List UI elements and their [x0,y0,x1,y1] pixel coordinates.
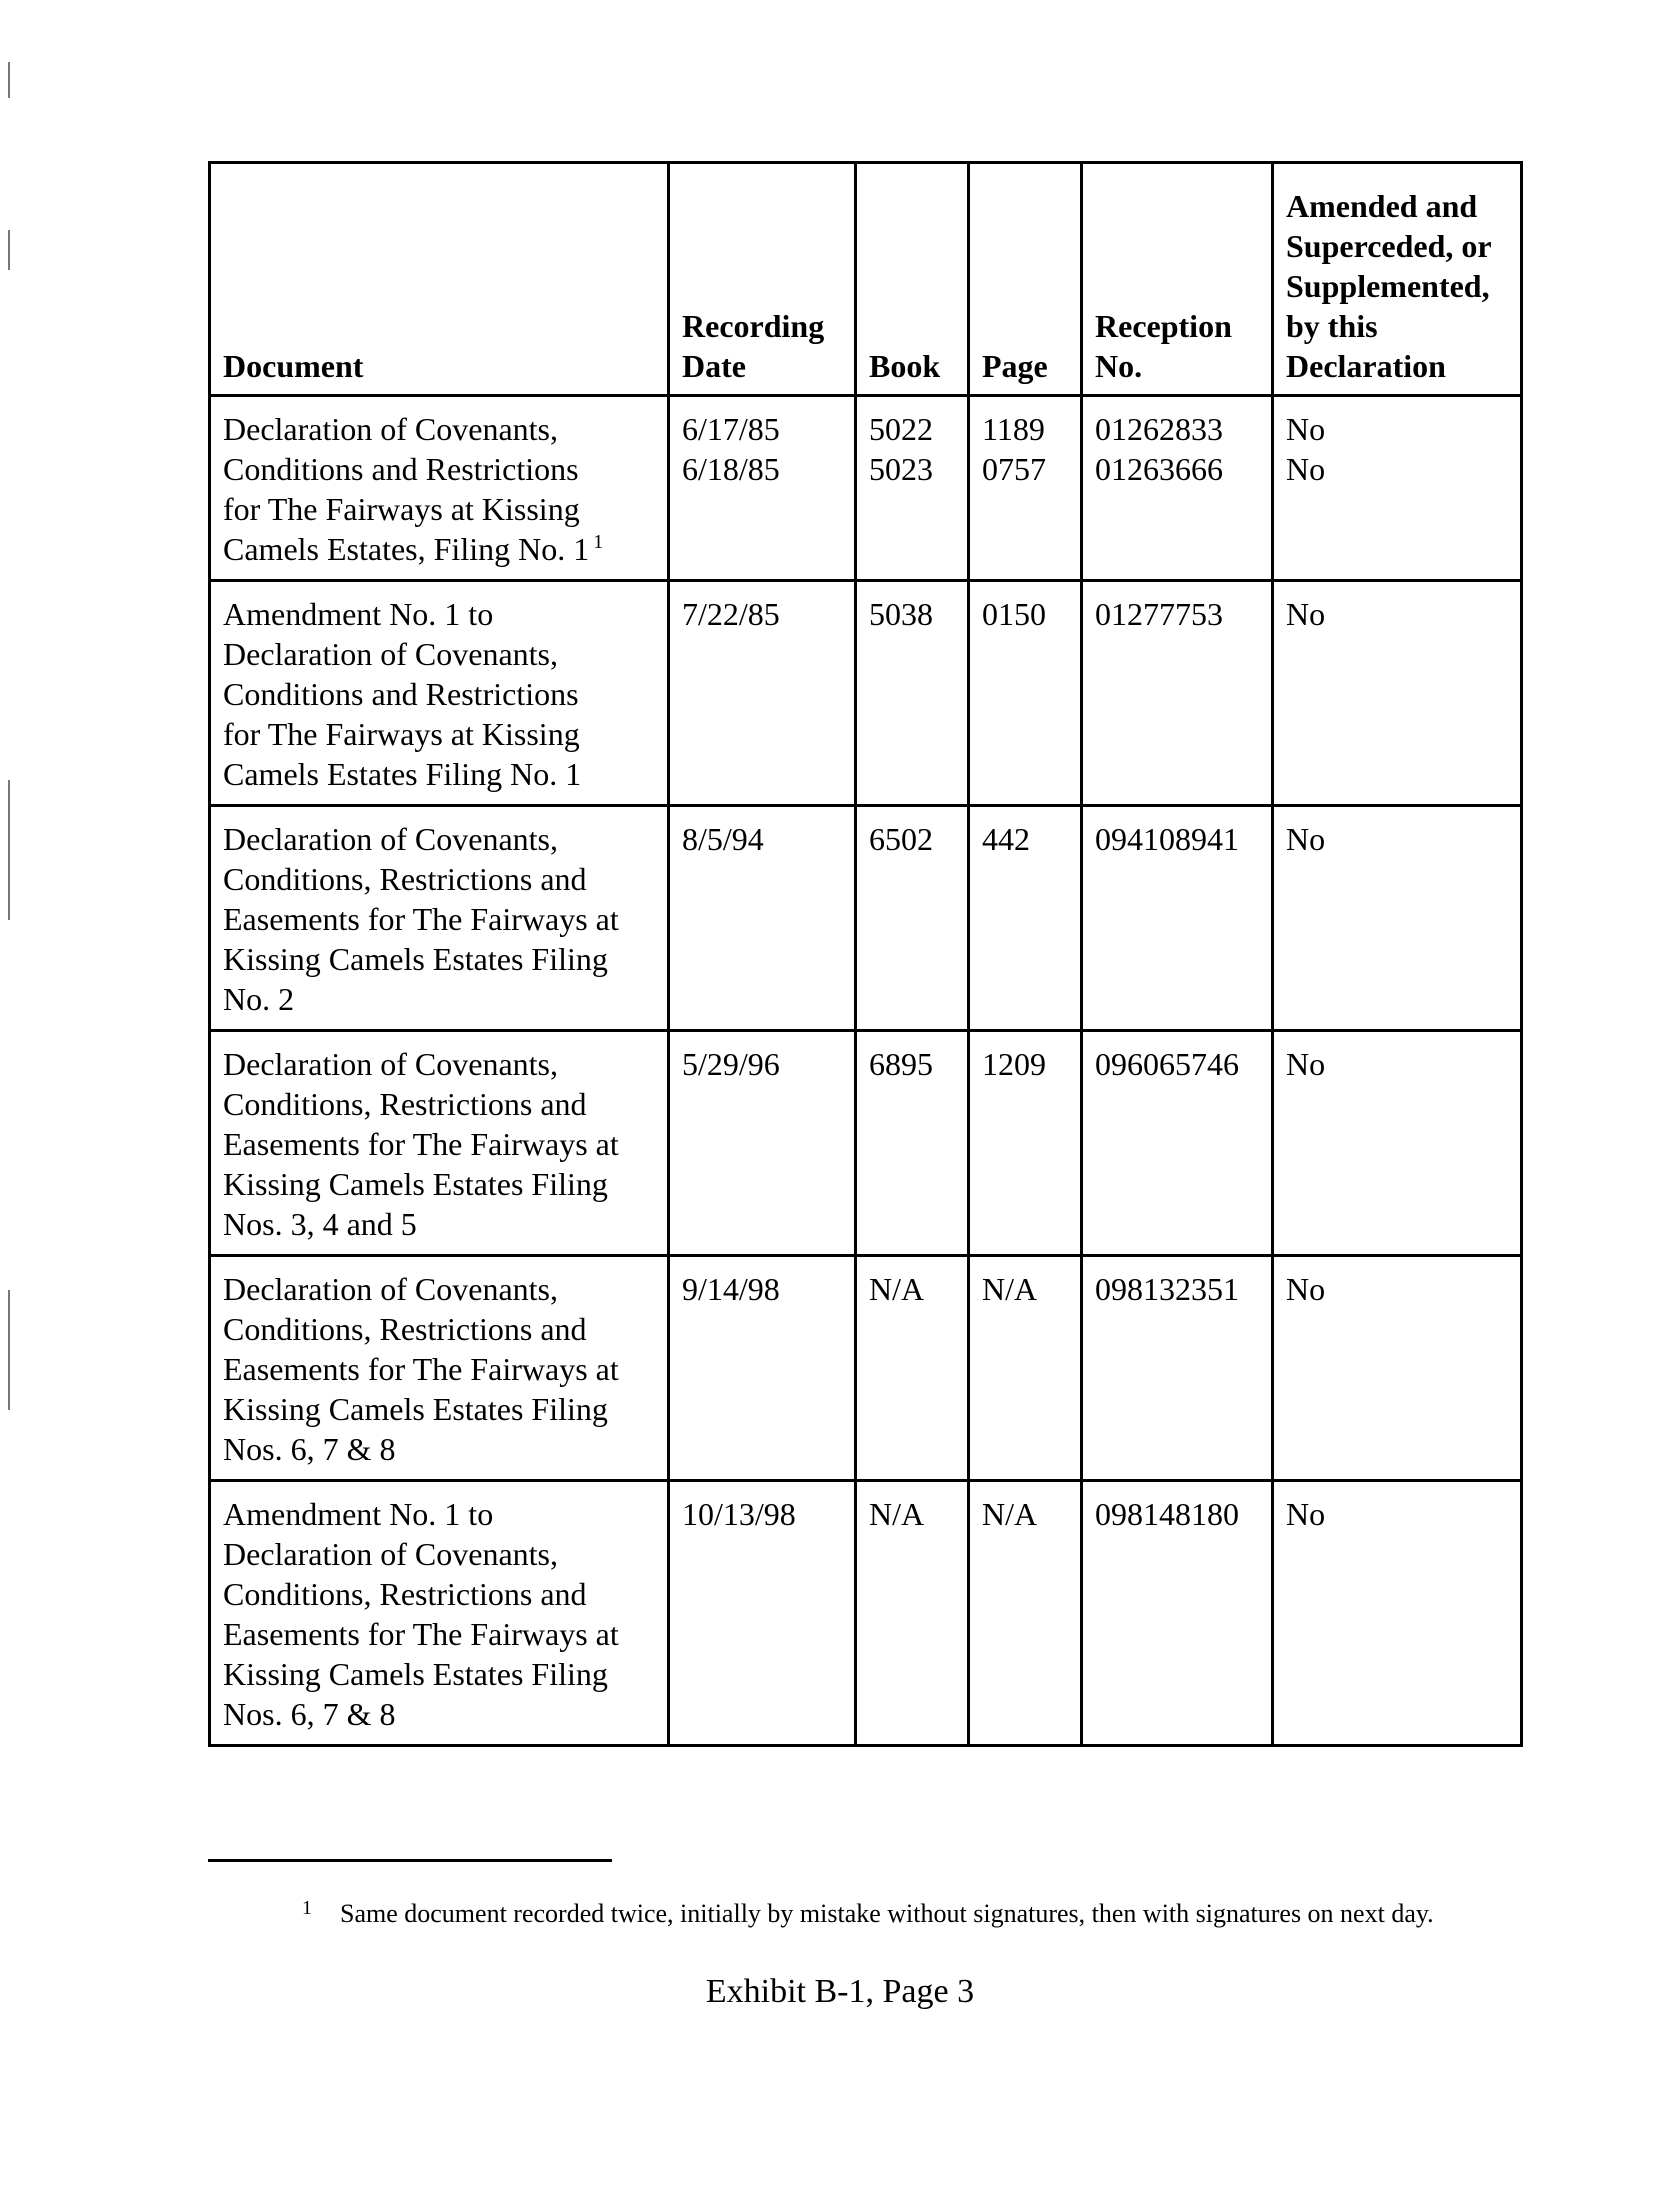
table-row [210,1031,1522,1256]
cell-line: 098132351 [1095,1271,1239,1307]
cell-line: for The Fairways at Kissing [223,716,580,752]
cell-amended [1273,1256,1522,1481]
cell-amended [1273,1481,1522,1746]
cell-reception [1082,581,1273,806]
cell-book [856,396,969,581]
cell-line: Easements for The Fairways at [223,901,619,937]
cell-line: 5022 [869,411,933,447]
cell-page [969,581,1082,806]
cell-line: Declaration of Covenants, [223,636,558,672]
cell-amended [1273,806,1522,1031]
page-footer: Exhibit B-1, Page 3 [705,1973,975,2010]
header-line: Date [682,348,746,384]
cell-line: Conditions, Restrictions and [223,1086,587,1122]
cell-line: 5023 [869,451,933,487]
header-line: Recording [682,308,825,344]
cell-page [969,1481,1082,1746]
cell-line: Conditions, Restrictions and [223,1311,587,1347]
cell-line: N/A [982,1271,1038,1307]
scan-artifact [8,230,10,270]
footnote-mark: 1 [302,1897,312,1919]
cell-line: Amendment No. 1 to [223,596,494,632]
table-row [210,806,1522,1031]
cell-amended [1273,396,1522,581]
footnote-text: Same document recorded twice, initially by mistake without signatures, then with signatures on next day. [340,1899,1434,1928]
footnote-divider [208,1859,612,1862]
cell-line: No [1286,1271,1326,1307]
scan-artifact [8,1290,10,1410]
cell-line: No [1286,596,1326,632]
cell-line: N/A [869,1271,925,1307]
cell-line: Amendment No. 1 to [223,1496,494,1532]
header-line: by this [1286,308,1378,344]
cell-line: No. 2 [223,981,295,1017]
cell-amended [1273,581,1522,806]
cell-line: Easements for The Fairways at [223,1126,619,1162]
scan-artifact [8,780,10,920]
cell-page [969,1031,1082,1256]
cell-document [210,581,669,806]
cell-line: Conditions and Restrictions [223,451,579,487]
table-row [210,396,1522,581]
table-body [210,396,1522,1746]
cell-book [856,1481,969,1746]
header-line: Reception [1095,308,1232,344]
cell-reception [1082,806,1273,1031]
cell-line: 098148180 [1095,1496,1239,1532]
header-amended [1273,163,1522,396]
cell-line: Kissing Camels Estates Filing [223,1656,608,1692]
cell-document [210,806,669,1031]
cell-line: 096065746 [1095,1046,1239,1082]
header-line: Page [982,348,1048,384]
cell-document [210,1256,669,1481]
cell-date [669,806,856,1031]
cell-line: 7/22/85 [682,596,780,632]
cell-line: Kissing Camels Estates Filing [223,1391,608,1427]
cell-line: 5/29/96 [682,1046,780,1082]
footnote-ref[interactable]: 1 [593,531,604,554]
cell-line: No [1286,1046,1326,1082]
recordings-table [208,161,1523,1747]
cell-reception [1082,1256,1273,1481]
header-line: Supplemented, [1286,268,1490,304]
cell-document [210,1481,669,1746]
header-line: Superceded, or [1286,228,1492,264]
cell-line: Declaration of Covenants, [223,1536,558,1572]
cell-date [669,581,856,806]
cell-line: 5038 [869,596,933,632]
header-line: Amended and [1286,188,1478,224]
cell-line: 1209 [982,1046,1046,1082]
cell-page [969,1256,1082,1481]
cell-line: 10/13/98 [682,1496,796,1532]
header-page [969,163,1082,396]
cell-document [210,1031,669,1256]
header-line: Book [869,348,941,384]
header-document [210,163,669,396]
cell-line: 01263666 [1095,451,1223,487]
cell-date [669,1481,856,1746]
header-recording-date [669,163,856,396]
cell-reception [1082,1031,1273,1256]
header-line: Document [223,348,364,384]
cell-line: N/A [982,1496,1038,1532]
recordings-table-wrap [208,161,1520,1747]
cell-reception [1082,1481,1273,1746]
cell-line: 0150 [982,596,1046,632]
cell-line: Kissing Camels Estates Filing [223,1166,608,1202]
cell-line: No [1286,411,1326,447]
cell-line: Declaration of Covenants, [223,411,558,447]
table-header-row [210,163,1522,396]
cell-line: Nos. 6, 7 & 8 [223,1696,396,1732]
header-line: No. [1095,348,1143,384]
cell-line: No [1286,1496,1326,1532]
cell-line: Declaration of Covenants, [223,821,558,857]
cell-line: 6895 [869,1046,933,1082]
footnote [302,1897,1434,1931]
cell-date [669,1031,856,1256]
cell-line: No [1286,451,1326,487]
cell-document [210,396,669,581]
cell-line: Declaration of Covenants, [223,1271,558,1307]
table-row [210,1481,1522,1746]
cell-date [669,396,856,581]
cell-line: Easements for The Fairways at [223,1351,619,1387]
cell-line: 01277753 [1095,596,1223,632]
cell-line: Nos. 3, 4 and 5 [223,1206,417,1242]
cell-line: 6/17/85 [682,411,780,447]
cell-line: for The Fairways at Kissing [223,491,580,527]
cell-date [669,1256,856,1481]
cell-line: Camels Estates, Filing No. 1 [223,531,590,567]
cell-line: 094108941 [1095,821,1239,857]
cell-reception [1082,396,1273,581]
cell-line: Nos. 6, 7 & 8 [223,1431,396,1467]
header-line: Declaration [1286,348,1446,384]
table-row [210,581,1522,806]
table-row [210,1256,1522,1481]
cell-book [856,806,969,1031]
cell-book [856,581,969,806]
cell-line: Easements for The Fairways at [223,1616,619,1652]
cell-line: 9/14/98 [682,1271,780,1307]
cell-page [969,396,1082,581]
cell-line: Conditions and Restrictions [223,676,579,712]
cell-page [969,806,1082,1031]
cell-line: 6502 [869,821,933,857]
cell-line: No [1286,821,1326,857]
cell-amended [1273,1031,1522,1256]
cell-line: Camels Estates Filing No. 1 [223,756,582,792]
cell-line: 01262833 [1095,411,1223,447]
cell-line: 8/5/94 [682,821,764,857]
cell-book [856,1256,969,1481]
cell-line: N/A [869,1496,925,1532]
scan-artifact [8,62,10,98]
header-reception-no [1082,163,1273,396]
cell-line: Declaration of Covenants, [223,1046,558,1082]
cell-line: 442 [982,821,1030,857]
cell-line: 0757 [982,451,1046,487]
cell-line: Conditions, Restrictions and [223,1576,587,1612]
cell-line: 1189 [982,411,1045,447]
cell-line: Kissing Camels Estates Filing [223,941,608,977]
cell-book [856,1031,969,1256]
cell-line: Conditions, Restrictions and [223,861,587,897]
cell-line: 6/18/85 [682,451,780,487]
header-book [856,163,969,396]
